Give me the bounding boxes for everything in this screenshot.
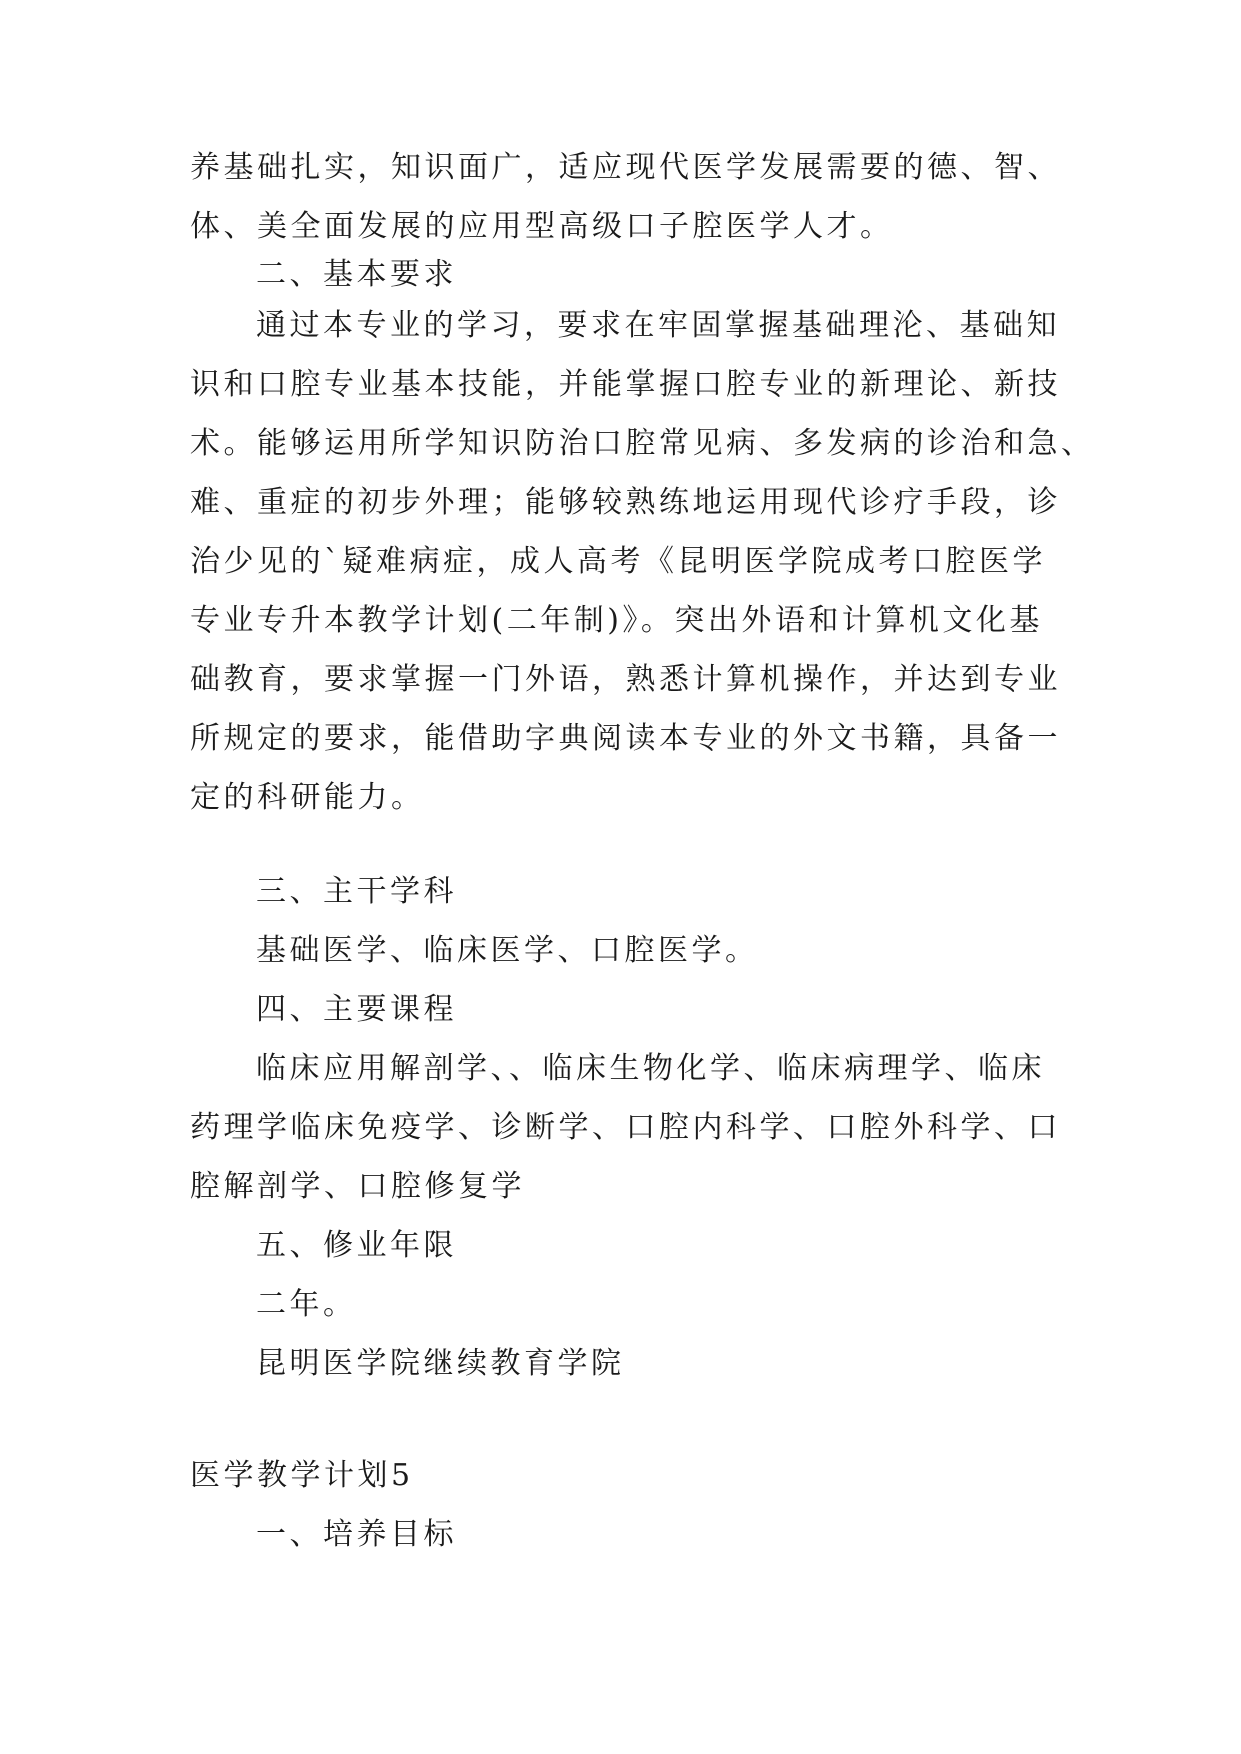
text-line: 体、美全面发展的应用型高级口子腔医学人才。 [190, 209, 894, 244]
heading-text: 三、主干学科 [256, 874, 457, 909]
section-heading-training-goal [190, 1505, 1050, 1564]
document-title [190, 1446, 1050, 1505]
paragraph-training-goal-continued [190, 138, 1061, 256]
text-line: 腔解剖学、口腔修复学 [190, 1169, 525, 1204]
section-heading-main-disciplines [190, 862, 1050, 921]
text-line: 临床应用解剖学、、临床生物化学、临床病理学、临床 [256, 1051, 1045, 1086]
paragraph-main-disciplines [190, 921, 1050, 980]
paragraph-main-courses [190, 1039, 1061, 1216]
heading-text: 五、修业年限 [256, 1228, 457, 1263]
text-line: 药理学临床免疫学、诊断学、口腔内科学、口腔外科学、口 [190, 1110, 1061, 1145]
heading-text: 二、基本要求 [256, 257, 457, 292]
paragraph-institution-name [190, 1334, 1050, 1393]
paragraph-basic-requirements [190, 296, 1095, 827]
text-line: 础教育，要求掌握一门外语，熟悉计算机操作，并达到专业 [190, 662, 1061, 697]
section-heading-study-duration [190, 1216, 1050, 1275]
text-line: 术。能够运用所学知识防治口腔常见病、多发病的诊治和急、 [190, 426, 1095, 461]
heading-text: 一、培养目标 [256, 1517, 457, 1552]
text-line: 识和口腔专业基本技能，并能掌握口腔专业的新理论、新技 [190, 367, 1061, 402]
text-line: 通过本专业的学习，要求在牢固掌握基础理沦、基础知 [256, 308, 1060, 343]
text-line: 难、重症的初步外理；能够较熟练地运用现代诊疗手段，诊 [190, 485, 1061, 520]
title-text: 医学教学计划5 [190, 1458, 414, 1493]
text-line: 专业专升本教学计划(二年制)》。突出外语和计算机文化基 [190, 603, 1043, 638]
paragraph-study-duration [190, 1275, 1050, 1334]
text-line: 定的科研能力。 [190, 780, 425, 815]
text-line: 二年。 [256, 1287, 357, 1322]
text-line: 治少见的`疑难病症，成人高考《昆明医学院成考口腔医学 [190, 544, 1046, 579]
text-line: 所规定的要求，能借助字典阅读本专业的外文书籍，具备一 [190, 721, 1061, 756]
text-line: 养基础扎实，知识面广，适应现代医学发展需要的德、智、 [190, 150, 1061, 185]
section-heading-main-courses [190, 980, 1050, 1039]
text-line: 昆明医学院继续教育学院 [256, 1346, 625, 1381]
text-line: 基础医学、临床医学、口腔医学。 [256, 933, 759, 968]
heading-text: 四、主要课程 [256, 992, 457, 1027]
